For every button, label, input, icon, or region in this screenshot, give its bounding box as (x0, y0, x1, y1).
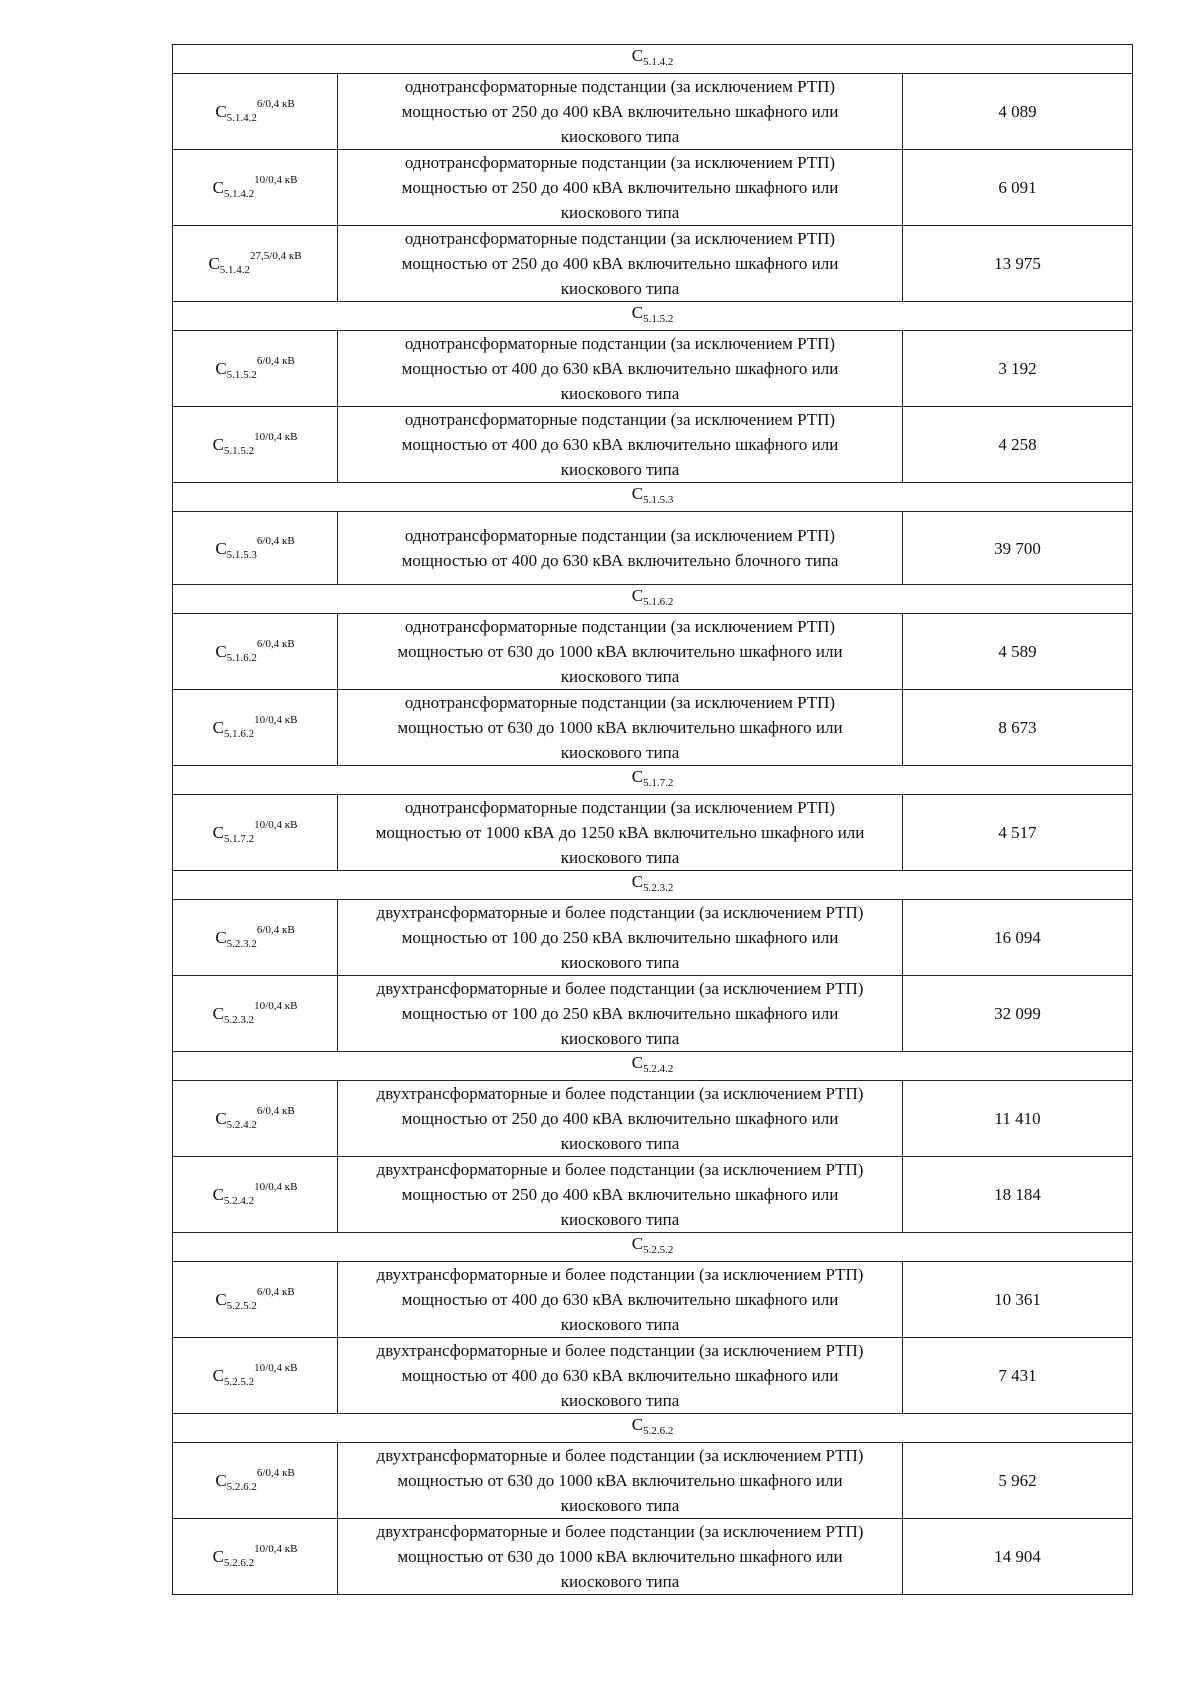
rate-description (338, 1262, 903, 1338)
rate-description-line: киоскового типа (560, 667, 680, 686)
rate-value: 13 975 (903, 226, 1133, 302)
rate-code (173, 407, 338, 483)
rate-description (338, 614, 903, 690)
rate-description-line: двухтрансформаторные и более подстанции (за исключением РТП) (376, 1265, 864, 1284)
rate-description (338, 407, 903, 483)
rate-value: 4 258 (903, 407, 1133, 483)
rate-description-line: мощностью от 250 до 400 кВА включительно шкафного или (401, 1185, 839, 1204)
rate-code-subscript: 5.2.3.2 (223, 1014, 255, 1026)
rate-description-line: мощностью от 250 до 400 кВА включительно шкафного или (401, 254, 839, 273)
rate-code-base: С (215, 1109, 227, 1128)
group-header-row (173, 1414, 1133, 1443)
rate-description-line: киоскового типа (560, 279, 680, 298)
group-code (173, 585, 1133, 614)
rates-table (172, 44, 1133, 1595)
rate-description-line: двухтрансформаторные и более подстанции (за исключением РТП) (376, 979, 864, 998)
rate-code (173, 976, 338, 1052)
rate-code (173, 1519, 338, 1595)
group-code (173, 1414, 1133, 1443)
rate-code-subscript: 5.1.5.2 (226, 369, 257, 381)
table-row (173, 407, 1133, 483)
rate-value: 32 099 (903, 976, 1133, 1052)
rate-code-base: С (212, 718, 224, 737)
rate-description (338, 690, 903, 766)
rate-description-line: однотрансформаторные подстанции (за исключением РТП) (404, 153, 836, 172)
rate-description-line: киоскового типа (560, 953, 680, 972)
rate-code-base: С (212, 823, 224, 842)
rate-description-line: киоскового типа (560, 1029, 680, 1048)
group-code-subscript: 5.1.7.2 (643, 777, 674, 789)
rate-description-line: мощностью от 630 до 1000 кВА включительно шкафного или (397, 718, 843, 737)
rate-code-subscript: 5.1.5.2 (223, 445, 255, 457)
rate-value: 39 700 (903, 512, 1133, 585)
rate-code-base: С (212, 1366, 224, 1385)
rate-code-subscript: 5.2.6.2 (223, 1557, 255, 1569)
rate-description-line: мощностью от 400 до 630 кВА включительно шкафного или (401, 359, 839, 378)
group-code-base: С (631, 1053, 644, 1072)
rate-description-line: однотрансформаторные подстанции (за исключением РТП) (404, 798, 836, 817)
rate-description-line: двухтрансформаторные и более подстанции (за исключением РТП) (376, 1084, 864, 1103)
rate-description-line: киоскового типа (560, 1572, 680, 1591)
rate-description-line: однотрансформаторные подстанции (за исключением РТП) (404, 229, 836, 248)
rate-code-voltage: 10/0,4 кВ (254, 1181, 298, 1193)
rate-value: 4 517 (903, 795, 1133, 871)
rate-code-subscript: 5.2.6.2 (226, 1481, 257, 1493)
rate-code-voltage: 10/0,4 кВ (254, 714, 298, 726)
rate-value: 11 410 (903, 1081, 1133, 1157)
rate-description (338, 1338, 903, 1414)
table-row (173, 795, 1133, 871)
group-code-base: С (631, 872, 644, 891)
rate-code (173, 1338, 338, 1414)
rate-description-line: однотрансформаторные подстанции (за исключением РТП) (404, 693, 836, 712)
table-row (173, 1443, 1133, 1519)
rate-value: 6 091 (903, 150, 1133, 226)
rate-code (173, 331, 338, 407)
group-code-subscript: 5.2.5.2 (643, 1244, 674, 1256)
table-row (173, 150, 1133, 226)
table-row (173, 900, 1133, 976)
rate-code-base: С (212, 1185, 224, 1204)
group-code-base: С (631, 586, 644, 605)
rate-description-line: однотрансформаторные подстанции (за исключением РТП) (404, 617, 836, 636)
table-row (173, 512, 1133, 585)
group-header-row (173, 1233, 1133, 1262)
rate-code (173, 1081, 338, 1157)
rate-code-voltage: 6/0,4 кВ (256, 534, 295, 547)
rate-code-subscript: 5.2.5.2 (223, 1376, 255, 1388)
rate-description-line: киоскового типа (560, 1210, 680, 1229)
rate-code-subscript: 5.2.4.2 (223, 1195, 255, 1207)
table-row (173, 976, 1133, 1052)
rate-code-base: С (215, 359, 227, 378)
rate-code-subscript: 5.1.4.2 (219, 264, 251, 276)
rate-description-line: киоскового типа (560, 1391, 680, 1410)
rate-description-line: мощностью от 250 до 400 кВА включительно шкафного или (401, 102, 839, 121)
table-row (173, 1157, 1133, 1233)
rate-code-subscript: 5.2.3.2 (226, 938, 257, 950)
rate-description (338, 1081, 903, 1157)
rate-description-line: киоскового типа (560, 127, 680, 146)
group-header-row (173, 871, 1133, 900)
rate-description-line: мощностью от 250 до 400 кВА включительно шкафного или (401, 1109, 839, 1128)
rate-description (338, 795, 903, 871)
group-header-row (173, 585, 1133, 614)
rate-code-voltage: 27,5/0,4 кВ (250, 250, 302, 262)
rate-code-base: С (215, 928, 227, 947)
group-code (173, 871, 1133, 900)
rate-code-voltage: 6/0,4 кВ (256, 1467, 295, 1479)
rate-code-base: С (215, 102, 227, 121)
rate-description (338, 512, 903, 585)
group-code (173, 483, 1133, 512)
rate-description (338, 1443, 903, 1519)
group-code-subscript: 5.1.6.2 (643, 596, 674, 608)
rate-description-line: мощностью от 1000 кВА до 1250 кВА включительно шкафного или (375, 823, 865, 842)
rate-description-line: двухтрансформаторные и более подстанции (за исключением РТП) (376, 903, 864, 922)
rate-description-line: мощностью от 630 до 1000 кВА включительно шкафного или (397, 1547, 843, 1566)
group-code-base: С (631, 484, 644, 503)
rate-code-subscript: 5.1.6.2 (226, 652, 257, 664)
group-code-base: С (631, 1415, 644, 1434)
rate-value: 16 094 (903, 900, 1133, 976)
group-code-base: С (631, 1234, 644, 1253)
rate-description-line: однотрансформаторные подстанции (за исключением РТП) (404, 410, 836, 429)
group-code (173, 766, 1133, 795)
table-row (173, 331, 1133, 407)
rate-description-line: мощностью от 250 до 400 кВА включительно шкафного или (401, 178, 839, 197)
group-code-base: С (631, 303, 644, 322)
rate-code (173, 512, 338, 585)
table-row (173, 226, 1133, 302)
rate-value: 3 192 (903, 331, 1133, 407)
rate-description (338, 900, 903, 976)
rate-description-line: мощностью от 400 до 630 кВА включительно шкафного или (401, 1290, 839, 1309)
rate-code-voltage: 6/0,4 кВ (256, 638, 295, 650)
rate-code-base: С (212, 435, 224, 454)
rate-value: 7 431 (903, 1338, 1133, 1414)
table-row (173, 74, 1133, 150)
group-code (173, 1052, 1133, 1081)
rate-code-subscript: 5.2.4.2 (226, 1119, 257, 1131)
table-row (173, 1262, 1133, 1338)
rate-description-line: мощностью от 630 до 1000 кВА включительно шкафного или (397, 642, 843, 661)
rate-description-line: мощностью от 100 до 250 кВА включительно шкафного или (401, 928, 839, 947)
rate-code-base: С (212, 1547, 224, 1566)
rate-description-line: двухтрансформаторные и более подстанции (за исключением РТП) (376, 1522, 864, 1541)
rate-value: 10 361 (903, 1262, 1133, 1338)
rate-code (173, 614, 338, 690)
rate-code-subscript: 5.1.6.2 (223, 728, 255, 740)
group-code-base: С (631, 767, 644, 786)
group-header-row (173, 302, 1133, 331)
rate-code (173, 1262, 338, 1338)
rate-code-base: С (215, 538, 227, 558)
rate-code (173, 795, 338, 871)
rate-code-voltage: 10/0,4 кВ (254, 174, 298, 186)
group-code (173, 45, 1133, 74)
rate-code (173, 74, 338, 150)
rate-description-line: киоскового типа (560, 384, 680, 403)
rate-code-voltage: 10/0,4 кВ (254, 431, 298, 443)
rate-code-base: С (215, 642, 227, 661)
rate-code (173, 1157, 338, 1233)
rate-code (173, 900, 338, 976)
rate-code-base: С (212, 1004, 224, 1023)
group-code-subscript: 5.1.5.3 (643, 494, 674, 506)
group-code-base: С (631, 46, 644, 65)
group-code-subscript: 5.2.3.2 (643, 882, 674, 894)
group-code (173, 302, 1133, 331)
rate-description (338, 74, 903, 150)
rate-value: 4 589 (903, 614, 1133, 690)
rate-description-line: однотрансформаторные подстанции (за исключением РТП) (404, 77, 836, 96)
rate-description-line: киоскового типа (560, 848, 680, 867)
rate-description-line: киоскового типа (560, 460, 680, 479)
rate-description-line: мощностью от 400 до 630 кВА включительно блочного типа (401, 551, 839, 570)
rate-code-subscript: 5.2.5.2 (226, 1300, 257, 1312)
rate-description-line: киоскового типа (560, 743, 680, 762)
rate-description-line: киоскового типа (560, 1315, 680, 1334)
table-row (173, 614, 1133, 690)
group-header-row (173, 766, 1133, 795)
rate-description (338, 976, 903, 1052)
table-row (173, 1081, 1133, 1157)
rate-description (338, 226, 903, 302)
rate-description-line: мощностью от 630 до 1000 кВА включительно шкафного или (397, 1471, 843, 1490)
rate-description-line: киоскового типа (560, 1496, 680, 1515)
group-header-row (173, 483, 1133, 512)
rate-code-subscript: 5.1.5.3 (226, 548, 257, 561)
rate-description-line: киоскового типа (560, 1134, 680, 1153)
rate-description-line: мощностью от 400 до 630 кВА включительно шкафного или (401, 435, 839, 454)
rate-description-line: двухтрансформаторные и более подстанции (за исключением РТП) (376, 1446, 864, 1465)
rate-value: 5 962 (903, 1443, 1133, 1519)
rate-code (173, 226, 338, 302)
rate-code (173, 690, 338, 766)
rate-code-voltage: 6/0,4 кВ (256, 1105, 295, 1117)
rate-code-base: С (208, 254, 220, 273)
rate-code-base: С (215, 1290, 227, 1309)
rate-description-line: мощностью от 400 до 630 кВА включительно шкафного или (401, 1366, 839, 1385)
rates-table-body (173, 45, 1133, 1595)
rate-description-line: двухтрансформаторные и более подстанции (за исключением РТП) (376, 1160, 864, 1179)
rate-code-voltage: 10/0,4 кВ (254, 819, 298, 831)
rate-description-line: однотрансформаторные подстанции (за исключением РТП) (404, 334, 836, 353)
rate-description-line: мощностью от 100 до 250 кВА включительно шкафного или (401, 1004, 839, 1023)
rate-code-voltage: 10/0,4 кВ (254, 1000, 298, 1012)
rate-code-voltage: 10/0,4 кВ (254, 1362, 298, 1374)
table-row (173, 1338, 1133, 1414)
rate-description (338, 150, 903, 226)
rate-value: 14 904 (903, 1519, 1133, 1595)
rate-code-voltage: 6/0,4 кВ (256, 924, 295, 936)
rate-value: 18 184 (903, 1157, 1133, 1233)
rate-code-base: С (215, 1471, 227, 1490)
rate-code-voltage: 10/0,4 кВ (254, 1543, 298, 1555)
rate-value: 8 673 (903, 690, 1133, 766)
rate-code-voltage: 6/0,4 кВ (256, 98, 295, 110)
rate-description-line: однотрансформаторные подстанции (за исключением РТП) (404, 526, 836, 545)
rate-description (338, 331, 903, 407)
rate-code-base: С (212, 178, 224, 197)
group-code-subscript: 5.1.5.2 (643, 313, 674, 325)
rate-code-subscript: 5.1.4.2 (226, 112, 257, 124)
table-row (173, 690, 1133, 766)
rate-code-subscript: 5.1.7.2 (223, 833, 255, 845)
table-row (173, 1519, 1133, 1595)
rate-code-subscript: 5.1.4.2 (223, 188, 255, 200)
rate-code (173, 1443, 338, 1519)
rate-code-voltage: 6/0,4 кВ (256, 355, 295, 367)
rate-description-line: киоскового типа (560, 203, 680, 222)
rate-value: 4 089 (903, 74, 1133, 150)
group-code (173, 1233, 1133, 1262)
rate-description (338, 1157, 903, 1233)
group-header-row (173, 1052, 1133, 1081)
group-code-subscript: 5.1.4.2 (643, 56, 674, 68)
rate-description-line: двухтрансформаторные и более подстанции (за исключением РТП) (376, 1341, 864, 1360)
rate-code-voltage: 6/0,4 кВ (256, 1286, 295, 1298)
group-code-subscript: 5.2.4.2 (643, 1063, 674, 1075)
group-header-row (173, 45, 1133, 74)
rate-code (173, 150, 338, 226)
rate-description (338, 1519, 903, 1595)
group-code-subscript: 5.2.6.2 (643, 1425, 674, 1437)
